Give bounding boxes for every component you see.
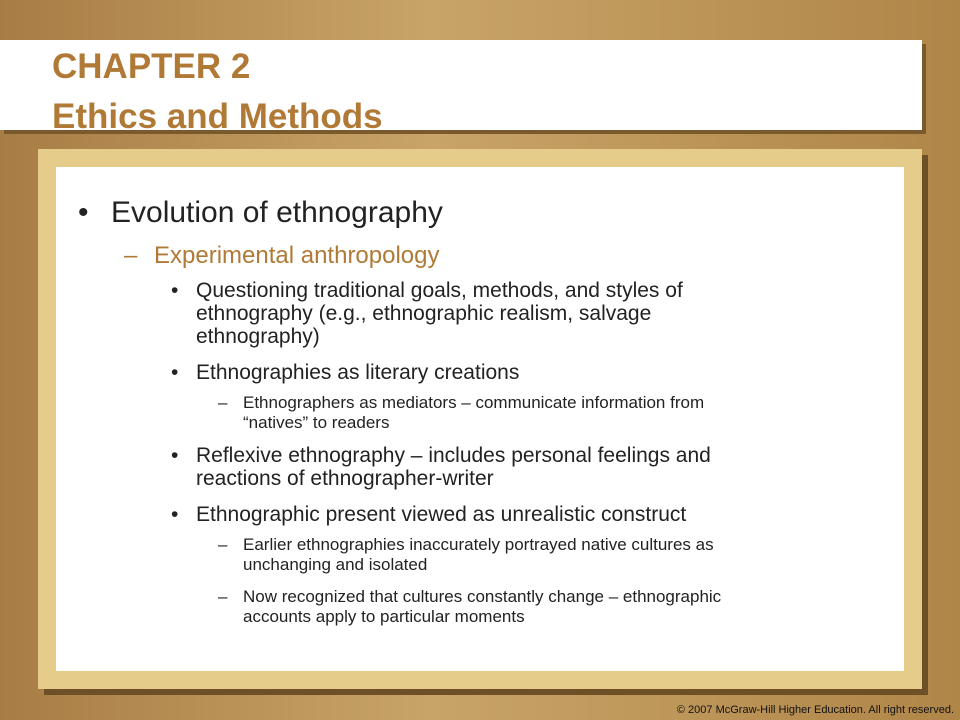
slide-title: Ethics and Methods: [52, 97, 383, 136]
level1-heading: Evolution of ethnography: [111, 196, 443, 229]
bullet-3-marker: •: [171, 444, 179, 467]
copyright-footer: © 2007 McGraw-Hill Higher Education. All right reserved.: [676, 704, 954, 716]
bullet-2-sub-1-line-1: Ethnographers as mediators – communicate information from: [243, 393, 705, 412]
bullet-1-line-2: ethnography (e.g., ethnographic realism, salvage: [196, 302, 652, 325]
bullet-1-line-1: Questioning traditional goals, methods, and styles of: [196, 279, 683, 302]
bullet-4-sub-2-dash: –: [218, 587, 228, 606]
slide-title-chapter: CHAPTER 2: [52, 47, 251, 86]
bullet-4-sub-1-line-1: Earlier ethnographies inaccurately portrayed native cultures as: [243, 535, 714, 554]
bullet-2-text: Ethnographies as literary creations: [196, 361, 520, 384]
bullet-4-marker: •: [171, 503, 179, 526]
bullet-4-sub-1-dash: –: [218, 535, 228, 554]
bullet-4-text: Ethnographic present viewed as unrealistic construct: [196, 503, 687, 526]
level1-bullet: •: [78, 196, 89, 229]
level2-dash: –: [124, 242, 138, 269]
bullet-4-sub-1-line-2: unchanging and isolated: [243, 555, 428, 574]
bullet-2-sub-1-line-2: “natives” to readers: [243, 413, 390, 432]
bullet-2-sub-1-dash: –: [218, 393, 228, 412]
bullet-3-line-1: Reflexive ethnography – includes personal feelings and: [196, 444, 711, 467]
bullet-4-sub-2-line-1: Now recognized that cultures constantly change – ethnographic: [243, 587, 722, 606]
bullet-1-marker: •: [171, 279, 179, 302]
bullet-1-line-3: ethnography): [196, 325, 320, 348]
bullet-3-line-2: reactions of ethnographer-writer: [196, 467, 494, 490]
bullet-4-sub-2-line-2: accounts apply to particular moments: [243, 607, 525, 626]
level2-heading: Experimental anthropology: [154, 242, 440, 269]
bullet-2-marker: •: [171, 361, 179, 384]
